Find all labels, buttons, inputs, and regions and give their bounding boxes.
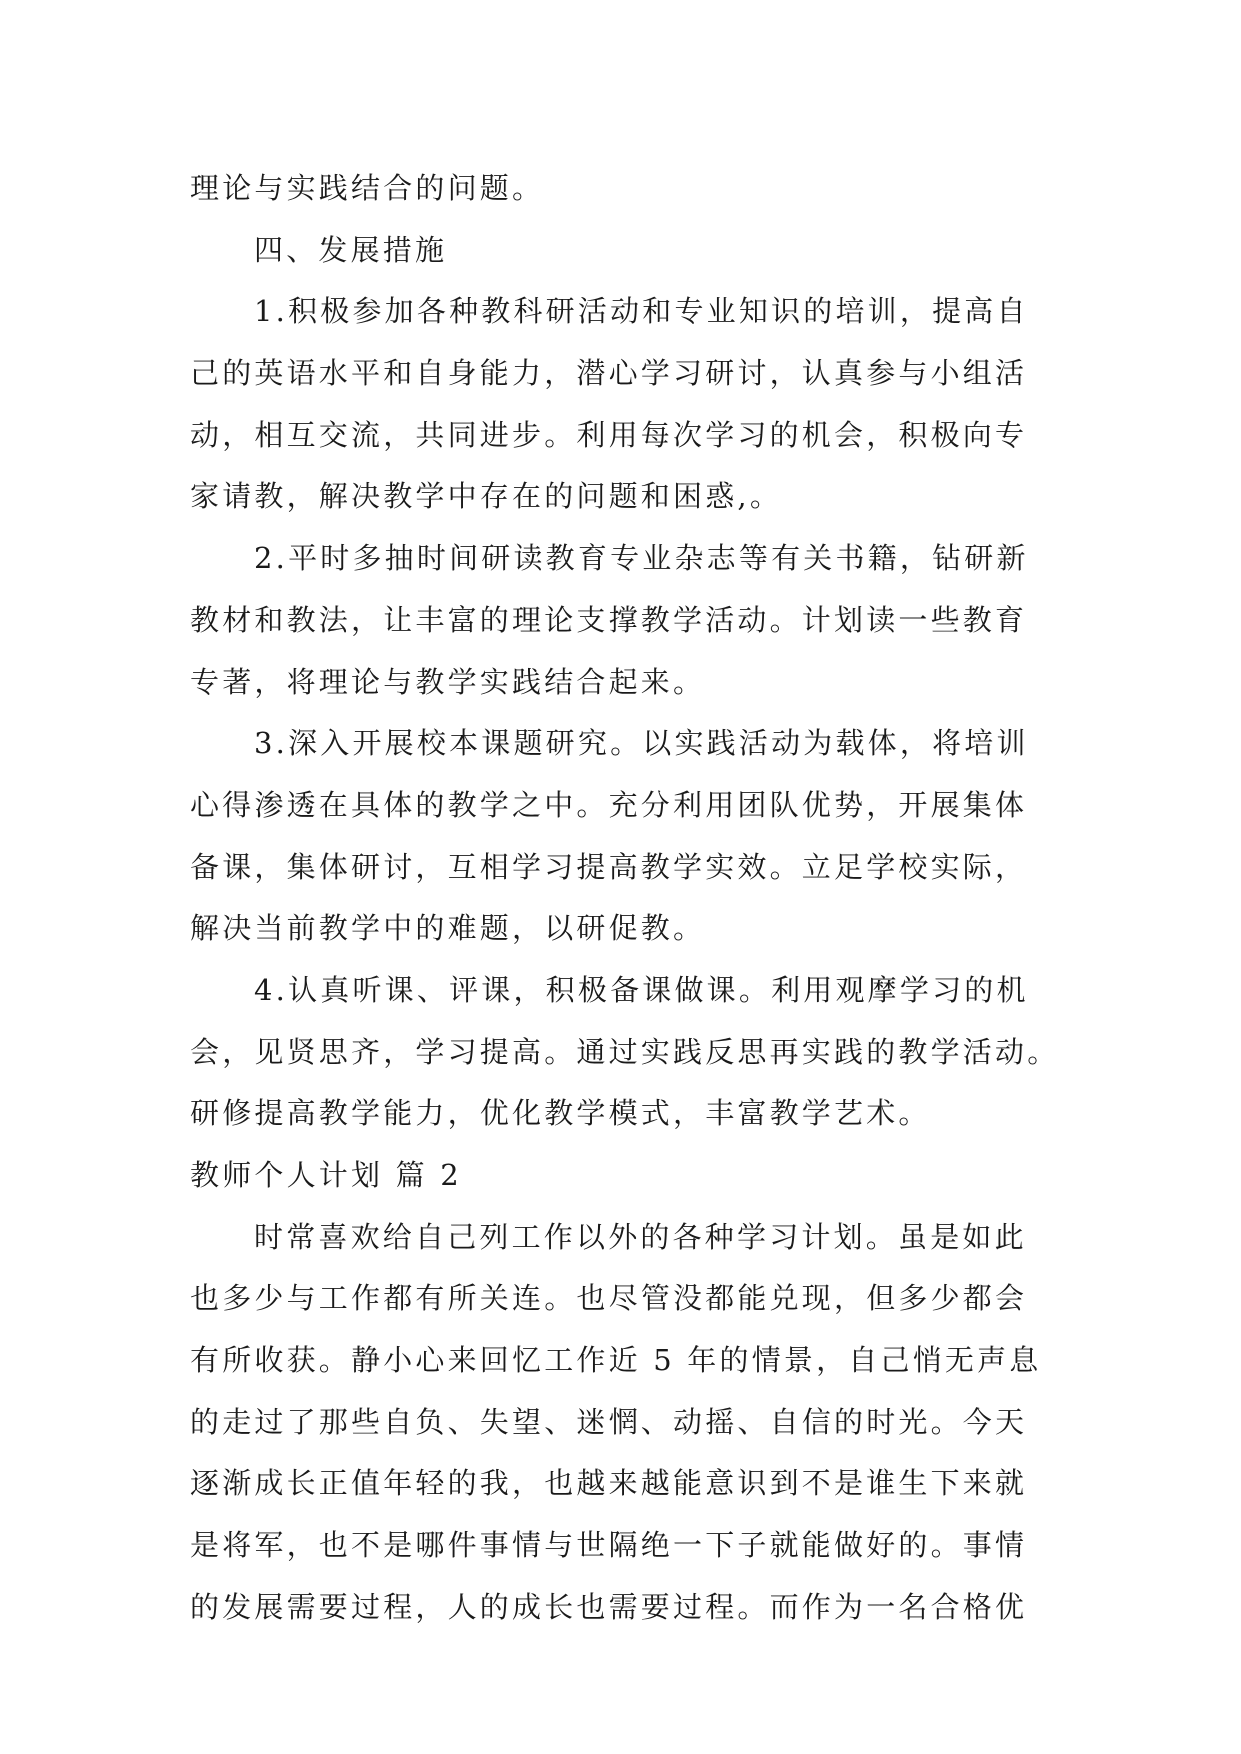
text-line: 逐渐成长正值年轻的我，也越来越能意识到不是谁生下来就	[190, 1466, 1028, 1501]
text-line: 3.深入开展校本课题研究。以实践活动为载体，将培训	[254, 726, 1029, 761]
text-line: 会，见贤思齐，学习提高。通过实践反思再实践的教学活动。	[190, 1034, 1060, 1069]
text-line: 教材和教法，让丰富的理论支撑教学活动。计划读一些教育	[190, 602, 1028, 637]
text-line: 专著，将理论与教学实践结合起来。	[190, 664, 706, 699]
text-line: 的发展需要过程，人的成长也需要过程。而作为一名合格优	[190, 1589, 1028, 1624]
text-line: 时常喜欢给自己列工作以外的各种学习计划。虽是如此	[254, 1219, 1027, 1254]
text-line: 也多少与工作都有所关连。也尽管没都能兑现，但多少都会	[190, 1281, 1028, 1316]
text-line: 是将军，也不是哪件事情与世隔绝一下子就能做好的。事情	[190, 1528, 1028, 1563]
text-line: 动，相互交流，共同进步。利用每次学习的机会，积极向专	[190, 417, 1028, 452]
text-line: 有所收获。静小心来回忆工作近 5 年的情景，自己悄无声息	[190, 1343, 1042, 1378]
section-heading: 四、发展措施	[254, 232, 448, 267]
text-line: 理论与实践结合的问题。	[190, 171, 545, 205]
document-body	[190, 158, 1060, 1639]
section-title: 教师个人计划 篇 2	[190, 1158, 462, 1192]
text-line: 备课，集体研讨，互相学习提高教学实效。立足学校实际，	[190, 849, 1028, 884]
text-line: 的走过了那些自负、失望、迷惘、动摇、自信的时光。今天	[190, 1404, 1028, 1439]
text-line: 己的英语水平和自身能力，潜心学习研讨，认真参与小组活	[190, 356, 1028, 391]
text-line: 研修提高教学能力，优化教学模式，丰富教学艺术。	[190, 1096, 931, 1131]
text-line: 2.平时多抽时间研读教育专业杂志等有关书籍，钻研新	[254, 541, 1029, 576]
text-line: 家请教，解决教学中存在的问题和困惑,。	[190, 479, 783, 514]
text-line: 心得渗透在具体的教学之中。充分利用团队优势，开展集体	[190, 787, 1028, 822]
text-line: 4.认真听课、评课，积极备课做课。利用观摩学习的机	[254, 972, 1029, 1007]
text-line: 解决当前教学中的难题，以研促教。	[190, 911, 706, 946]
text-line: 1.积极参加各种教科研活动和专业知识的培训，提高自	[254, 294, 1029, 329]
